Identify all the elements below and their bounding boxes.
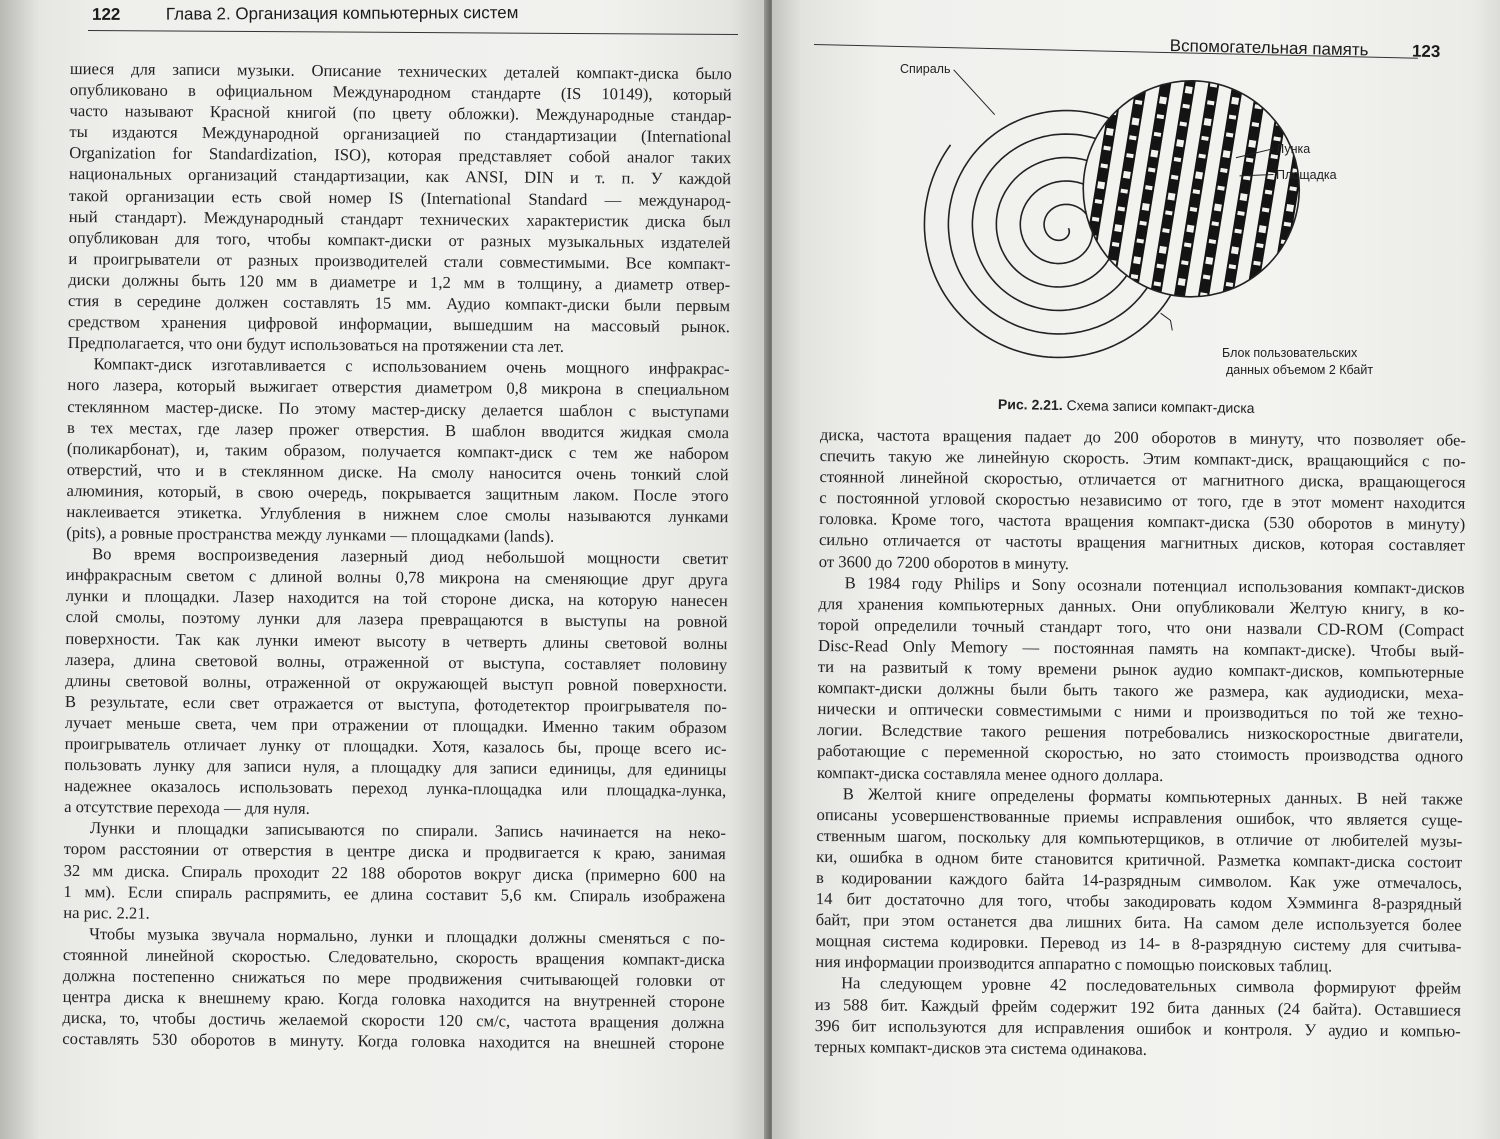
land-gap <box>1257 86 1265 94</box>
land-gap <box>1205 257 1213 265</box>
land-gap <box>1269 311 1277 319</box>
text-line: поверхности. Так как лунки имеют высоту в четверть длины световой волны <box>65 628 728 653</box>
text-line: Чтобы музыка звучала нормально, лунки и площадки должны сменяться с по- <box>89 924 726 949</box>
text-line: в кодировании каждого байта 14-разрядным символом. Как уже отмечалось, <box>815 867 1463 893</box>
land-gap <box>1240 193 1248 201</box>
land-gap <box>1231 246 1239 254</box>
land-gap <box>1245 314 1253 319</box>
land-gap <box>1250 278 1258 286</box>
text-line: часто называют Красной книгой (по цвету обложки). Международные стандар- <box>69 101 732 126</box>
left-running-head: Глава 2. Организация компьютерных систем <box>165 3 519 24</box>
land-gap <box>1138 82 1146 87</box>
land-gap <box>1150 299 1158 307</box>
land-gap <box>1167 193 1175 201</box>
text-line: шиеся для записи музыки. Описание технических деталей компакт-диска было <box>69 58 732 84</box>
land-gap <box>1214 203 1222 211</box>
text-line: центра диска к внешнему краю. Когда головка находится на внутренней стороне <box>62 987 725 1012</box>
land-gap <box>1178 278 1186 286</box>
land-gap <box>1220 317 1228 322</box>
text-line: логии. Вследствие такого решения потребовались низкоскоростные двигатели, <box>817 720 1464 745</box>
text-line: Лунки и площадки записываются по спирали. Запись начинается на неко- <box>89 818 727 843</box>
text-line: Disc-Read Only Memory — постоянная память на компакт-диске). Чтобы вый- <box>817 635 1465 661</box>
land-gap <box>1142 203 1150 211</box>
land-gap <box>1258 225 1266 233</box>
magnified-tracks <box>1070 68 1317 326</box>
land-gap <box>1231 97 1239 105</box>
text-line: работающие с переменной скоростью, но зато стоимость производства одного <box>817 741 1464 767</box>
text-line: национальных организаций стандартизации, как ANSI, DIN и т. п. У каждой <box>69 164 732 189</box>
caption-number: Рис. 2.21. <box>997 395 1063 413</box>
text-line: лучает меньше света, чем при отражении от площадки. Именно таким образом <box>64 712 727 738</box>
land-gap <box>1286 204 1294 212</box>
text-line: Organization for Standardization, ISO), которая представляет собой аналог таких <box>69 143 732 168</box>
text-line: лазера, длина световой волны, отраженной от выступа, составляет половину <box>65 649 728 674</box>
land-gap <box>1106 277 1114 285</box>
land-gap <box>1100 313 1108 318</box>
text-line: диска, то, чтобы достичь желаемой скорости 120 см/с, частота вращения должна <box>62 1008 725 1033</box>
text-line: диски должны быть 120 мм в диаметре и 1,2 мм в толщину, а диаметр отвер- <box>68 269 731 295</box>
text-line: а отсутствие перехода — для нуля. <box>64 797 310 819</box>
land-gap <box>1303 97 1311 105</box>
text-line: головка. Кроме того, частота вращения компакт-диска (530 оборотов в минуту) <box>819 509 1466 535</box>
text-line: стеклянном мастер-диске. По этому мастер-диску делается шаблон с выступами <box>67 396 730 421</box>
land-gap <box>1114 224 1122 232</box>
land-gap <box>1133 256 1141 264</box>
text-line: 32 мм диска. Спираль проходит 22 188 оборотов вокруг диска (примерно 600 на <box>63 860 726 885</box>
text-line: на рис. 2.21. <box>63 902 150 923</box>
text-line: терных компакт-дисков эта система одинакова. <box>814 1036 1148 1059</box>
text-line: наклеивается этикетка. Углубления в нижнем слое смолы называются лунками <box>66 501 729 527</box>
text-line: стия в середине должен составлять 15 мм. Аудио компакт-диски были первым <box>68 291 731 316</box>
text-line: 396 бит используются для исправления ошибок и контроля. У аудио и компью- <box>814 1015 1461 1041</box>
land-gap <box>1277 257 1285 265</box>
text-line: для хранения компьютерных данных. Они опубликовали Желтую книгу, в ко- <box>818 593 1465 619</box>
text-line: Предполагается, что они будут использоваться на протяжении ста лет. <box>67 333 564 357</box>
land-gap <box>1234 79 1242 84</box>
land-gap <box>1307 80 1315 85</box>
text-line: описаны усовершенствованные приемы исправления ошибок, что является суще- <box>816 804 1463 830</box>
text-line: спечить такую же линейную скорость. Этим компакт-диск, вращающийся с по- <box>819 446 1466 471</box>
text-line: от 3600 до 7200 оборотов в минуту. <box>818 551 1070 573</box>
text-line: в тех местах, где лазер прожег отверстия. В шаблон вводится жидкая смола <box>67 417 730 442</box>
right-body-text <box>814 424 1465 1062</box>
text-line: В Желтой книге определены форматы компьютерных данных. В ней также <box>842 783 1463 809</box>
spiral-diagram <box>868 52 1436 444</box>
land-gap <box>1222 300 1230 308</box>
land-gap <box>1112 92 1120 97</box>
spiral-leader <box>953 70 996 115</box>
text-line: ки, ошибка в одном бите становится критичной. Разметка компакт-диска состоит <box>816 846 1463 872</box>
land-gap <box>1086 252 1094 257</box>
text-line: стоянной линейной скоростью, отличается от магнитного диска, вращающегося <box>819 467 1466 492</box>
text-line: ния информации производится аппаратно с помощью поисковых таблиц. <box>815 952 1333 976</box>
label-block-line1: Блок пользовательских <box>1222 346 1358 360</box>
land-gap <box>1172 314 1180 319</box>
land-gap <box>1150 150 1158 158</box>
text-line: с постоянной угловой скоростью независимо от того, где в этот момент находится <box>819 488 1466 513</box>
text-line: ственным шагом, поскольку для компьютерщиков, в отличие от любителей музы- <box>816 825 1463 851</box>
text-line: опубликовано в официальном Международном стандарте (IS 10149), который <box>69 80 732 105</box>
text-line: компакт-диска составляла менее одного доллара. <box>816 762 1164 785</box>
land-gap <box>1197 310 1205 318</box>
label-spiral: Спираль <box>900 62 951 76</box>
text-line: Компакт-диск изготавливается с использованием очень мощного инфракрас- <box>93 354 730 379</box>
land-gap <box>1159 96 1167 104</box>
land-gap <box>1301 115 1309 120</box>
left-body-text <box>62 58 732 1055</box>
text-line: алюминия, который, в свою очередь, покрывается защитным лаком. После этого <box>66 480 729 506</box>
text-line: слой смолы, поэтому лунки для лазера превращаются в выступы на ровной <box>65 607 728 632</box>
block-leader <box>1160 313 1172 330</box>
text-line: ного лазера, который выжигает отверстия диаметром 0,8 микрона в специальном <box>67 375 730 400</box>
land-gap <box>1275 275 1283 280</box>
land-gap <box>1080 288 1088 296</box>
land-gap <box>1195 171 1203 179</box>
text-line: байт, при этом останется два лишних бита. На самом деле используется более <box>815 910 1462 935</box>
land-gap <box>1083 270 1091 275</box>
text-line: длины световой волны, отраженной от окружающей выступ ровной поверхности. <box>65 670 728 695</box>
text-line: нически и оптически совместимыми с ними и производиться по той же техно- <box>817 699 1464 724</box>
land-gap <box>1131 118 1139 126</box>
text-line: отверстий, что и в стеклянном диске. На смолу наносится очень тонкий слой <box>66 459 729 484</box>
left-page-number: 122 <box>91 4 121 24</box>
right-page-number: 123 <box>1411 41 1441 62</box>
left-page-header <box>92 3 519 25</box>
text-line: такой организации есть свой номер IS (International Standard — международ- <box>68 185 731 210</box>
text-line: надежнее оказалось использовать переход лунка-площадка или площадка-лунка, <box>64 776 727 801</box>
text-line: опубликован для того, чтобы компакт-диски от разных музыкальных издателей <box>68 227 731 252</box>
text-line: составлять 530 оборотов в минуту. Когда головка находится на внешней стороне <box>62 1029 725 1054</box>
land-gap <box>1248 140 1256 148</box>
land-gap <box>1123 171 1131 179</box>
land-gap <box>1186 225 1194 233</box>
land-gap <box>1267 172 1275 180</box>
text-line: стоянной линейной скоростью. Следовательно, скорость вращения компакт-диска <box>62 944 726 970</box>
land-gap <box>1282 83 1290 88</box>
text-line: (pits), а ровные пространства между лунками — площадками (lands). <box>66 523 555 546</box>
text-line: (поликарбонат), и, таким образом, получается компакт-диск с тем же набором <box>66 438 729 463</box>
right-running-head: Вспомогательная память <box>1169 36 1369 60</box>
label-pit: Лунка <box>1276 142 1311 156</box>
text-line: инфракрасным светом с длиной волны 0,78 микрона на сменяющие друг друга <box>65 565 728 590</box>
text-line: и проигрыватели от разных производителей стали совместимыми. Все компакт- <box>68 248 731 274</box>
land-gap <box>1097 181 1105 189</box>
text-line: средством хранения цифровой информации, вышедшим на массовый рынок. <box>67 312 730 337</box>
text-line: диска, частота вращения падает до 200 оборотов в минуту, что позволяет обе- <box>819 424 1466 450</box>
land-gap <box>1298 133 1306 138</box>
text-line: В 1984 году Philips и Sony осознали потенциал использования компакт-дисков <box>844 572 1465 598</box>
land-gap <box>1279 101 1287 106</box>
land-gap <box>1128 292 1136 297</box>
text-line: лунки и площадки. Лазер находится на той стороне диска, на которую нанесен <box>65 586 728 611</box>
text-line: 14 бит достаточно для того, чтобы закодировать кодом Хэмминга 8-разрядный <box>815 889 1462 914</box>
text-line: ты издаются Международной организацией по стандартизации (International <box>69 122 732 147</box>
text-line: ти на развитый к тому времени рынок аудио компакт-дисков, компьютерные <box>817 657 1464 682</box>
land-gap <box>1185 86 1193 94</box>
land-gap <box>1222 150 1230 158</box>
land-gap <box>1106 128 1114 136</box>
left-header-rule <box>88 30 738 35</box>
text-line: ный стандарт). Международный стандарт технических характеристик диска был <box>68 206 731 231</box>
land-gap <box>1204 118 1212 126</box>
text-line: пользовать лунку для записи нуля, а площадку для записи единицы, для единицы <box>64 755 727 780</box>
text-line: 1 мм). Если спираль распрямить, ее длина составит 5,6 км. Спираль изображена <box>63 881 726 906</box>
text-line: тором расстоянии от отверстия в центре диска и продвигается к краю, занимая <box>63 839 726 864</box>
land-gap <box>1176 139 1184 147</box>
text-line: В результате, если свет отражается от выступа, фотодетектор проигрывателя по- <box>64 691 728 716</box>
text-line: компакт-диски должны были быть такого же размера, как аудиодиски, меха- <box>817 678 1464 703</box>
text-line: сильно отличается от частоты вращения магнитных дисков, которая составляет <box>818 530 1466 556</box>
land-gap <box>1272 293 1280 298</box>
text-line: из 588 бит. Каждый фрейм содержит 192 бита данных (24 байта). Оставшиеся <box>814 994 1461 1020</box>
text-line: Во время воспроизведения лазерный диод небольшой мощности светит <box>92 544 729 569</box>
text-line: мощная система кодировки. Перевод из 14- в 8-разрядную систему для считыва- <box>815 931 1462 956</box>
text-line: На следующем уровне 42 последовательных символа формируют фрейм <box>841 973 1462 999</box>
label-land: Площадка <box>1276 168 1337 182</box>
text-line: торой определили точный стандарт того, что они назвали CD-ROM (Compact <box>818 614 1465 640</box>
text-line: проигрыватель отличает лунку от площадки. Хотя, казалось бы, проще всего ис- <box>64 733 727 759</box>
land-gap <box>1247 296 1255 301</box>
caption-text: Схема записи компакт-диска <box>1066 397 1255 417</box>
figure-cd-spiral <box>872 58 1432 438</box>
land-gap <box>1159 246 1167 254</box>
land-gap <box>1114 75 1122 83</box>
label-block-line2: данных объемом 2 Кбайт <box>1226 363 1374 377</box>
text-line: должна постепенно снижаться по мере продвижения считывающей головки от <box>62 966 725 991</box>
